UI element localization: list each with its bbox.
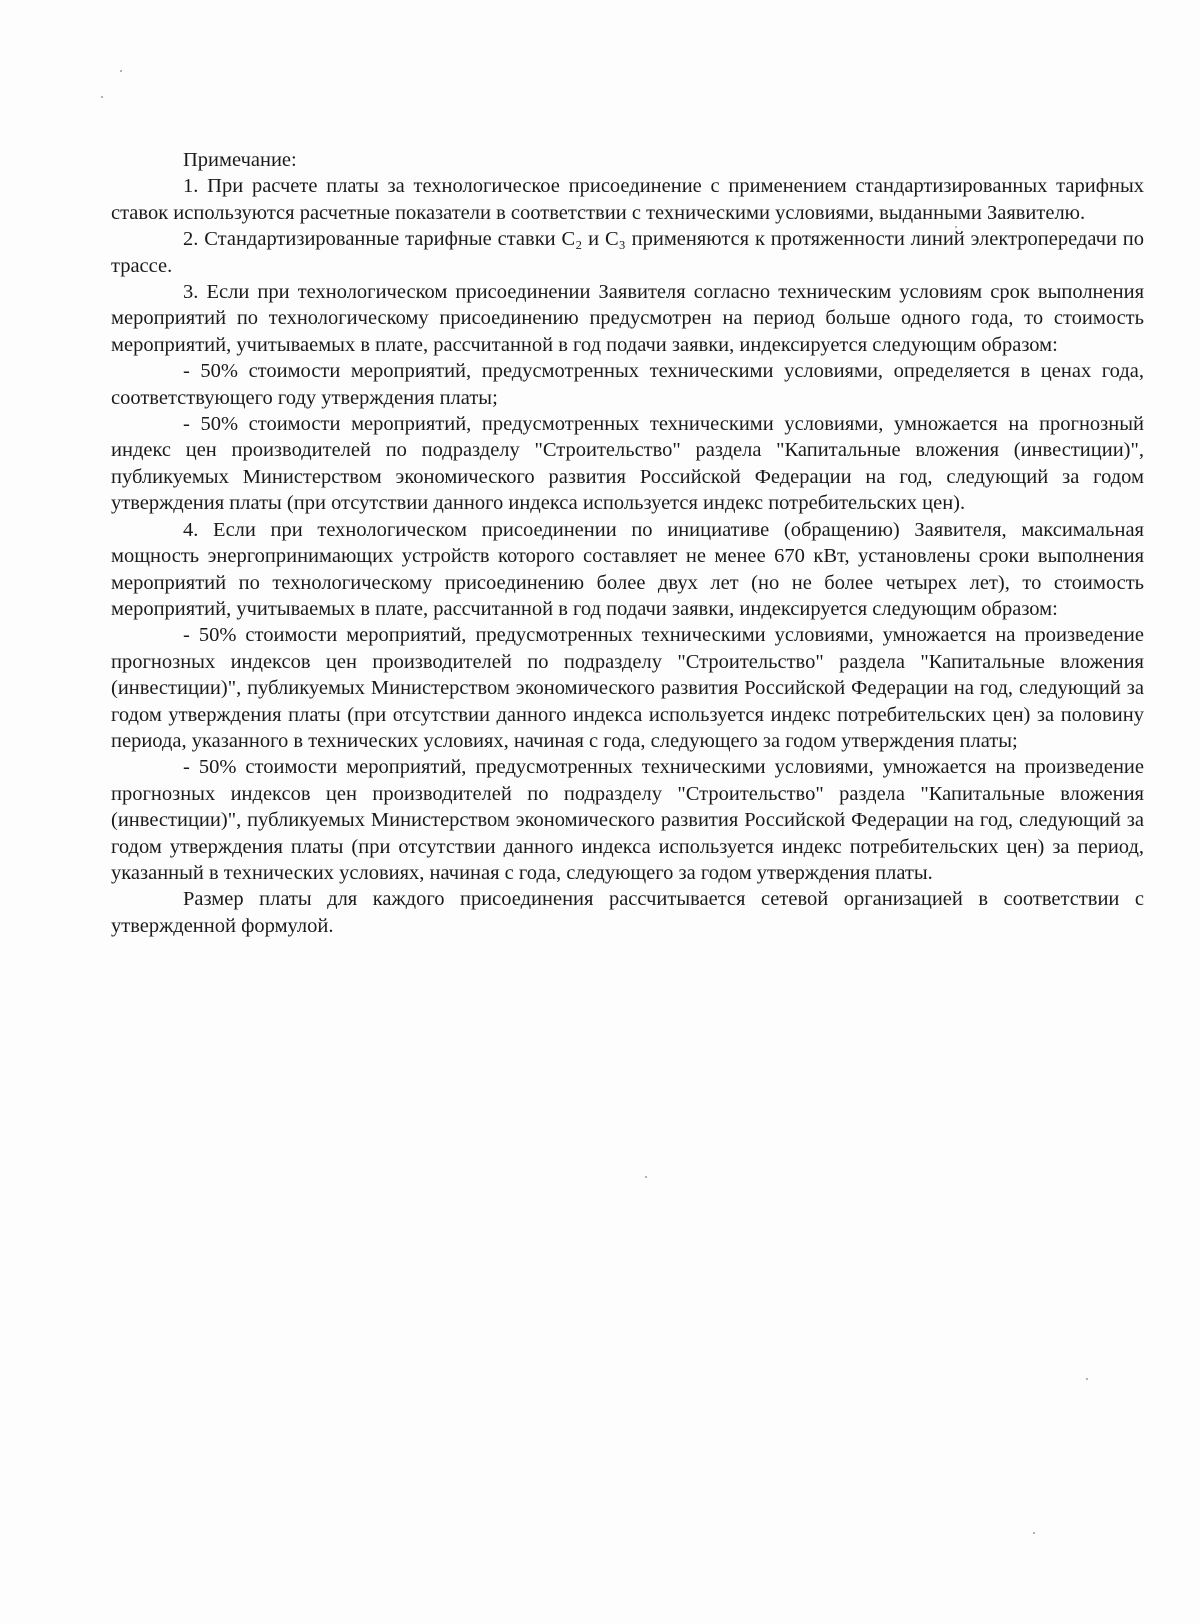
note-item-4: 4. Если при технологическом присоединении по инициативе (обращению) Заявителя, максимальная мощность энергопринимающих устройств которого составляет не менее 670 кВт, установлены сроки выполнения мероприятий по технологическому присоединению более двух лет (но не более четырех лет), то стоимость мероприятий, учитываемых в плате, рассчитанной в год подачи заявки, индексируется следующим образом:: [111, 518, 1144, 620]
note-item-2: 2. Стандартизированные тарифные ставки С₂ и С₃ применяются к протяженности линий электропередачи по трассе.: [111, 228, 1144, 277]
scan-speck: [1033, 1532, 1035, 1534]
fee-calculation-note: Размер платы для каждого присоединения рассчитывается сетевой организацией в соответствии с утвержденной формулой.: [111, 888, 1144, 937]
scan-speck: [120, 70, 122, 72]
note-item-4-bullet-2: - 50% стоимости мероприятий, предусмотренных техническими условиями, умножается на произведение прогнозных индексов цен производителей по подразделу "Строительство" раздела "Капитальные вложения (инвестиции)", публикуемых Министерством экономического развития Российской Федерации на год, следующий за годом утверждения платы (при отсутствии данного индекса используется индекс потребительских цен) за период, указанный в технических условиях, начиная с года, следующего за годом утверждения платы.: [111, 756, 1144, 884]
scan-speck: [645, 1176, 647, 1178]
note-section: [111, 147, 1144, 939]
note-item-3: 3. Если при технологическом присоединении Заявителя согласно техническим условиям срок выполнения мероприятий по технологическому присоединению предусмотрен на период больше одного года, то стоимость мероприятий, учитываемых в плате, рассчитанной в год подачи заявки, индексируется следующим образом:: [111, 281, 1144, 356]
note-item-3-bullet-1: - 50% стоимости мероприятий, предусмотренных техническими условиями, определяется в ценах года, соответствующего году утверждения платы;: [111, 360, 1144, 409]
note-item-4-bullet-1: - 50% стоимости мероприятий, предусмотренных техническими условиями, умножается на произведение прогнозных индексов цен производителей по подразделу "Строительство" раздела "Капитальные вложения (инвестиции)", публикуемых Министерством экономического развития Российской Федерации на год, следующий за годом утверждения платы (при отсутствии данного индекса используется индекс потребительских цен) за половину периода, указанного в технических условиях, начиная с года, следующего за годом утверждения платы;: [111, 624, 1144, 752]
note-item-3-bullet-2: - 50% стоимости мероприятий, предусмотренных техническими условиями, умножается на прогнозный индекс цен производителей по подразделу "Строительство" раздела "Капитальные вложения (инвестиции)", публикуемых Министерством экономического развития Российской Федерации на год, следующий за годом утверждения платы (при отсутствии данного индекса используется индекс потребительских цен).: [111, 413, 1144, 515]
scan-speck: [1086, 1378, 1088, 1380]
note-heading: Примечание:: [183, 149, 297, 171]
note-item-1: 1. При расчете платы за технологическое присоединение с применением стандартизированных тарифных ставок используются расчетные показатели в соответствии с техническими условиями, выданными Заявителю.: [111, 175, 1144, 224]
scan-speck: [101, 96, 103, 98]
scan-speck: [955, 226, 957, 228]
